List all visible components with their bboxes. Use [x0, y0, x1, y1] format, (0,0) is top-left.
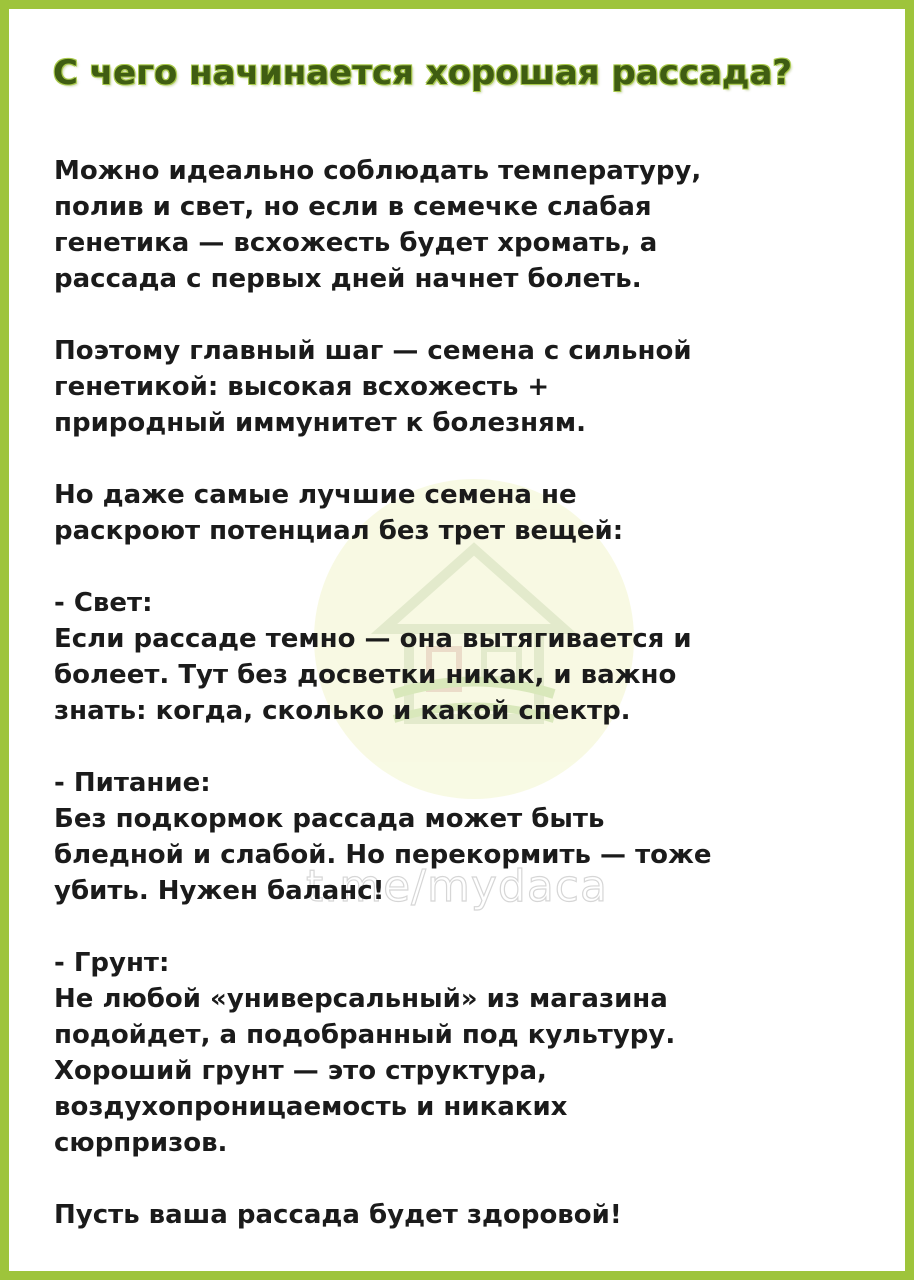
text-line: бледной и слабой. Но перекормить — тоже — [54, 840, 712, 870]
text-line: сюрпризов. — [54, 1128, 228, 1158]
text-line: природный иммунитет к болезням. — [54, 408, 586, 438]
document-card — [9, 9, 905, 1271]
text-line: генетикой: высокая всхожесть + — [54, 372, 550, 402]
page-title: С чего начинается хорошая рассада? — [53, 53, 793, 93]
paragraph — [54, 153, 864, 297]
text-line: генетика — всхожесть будет хромать, а — [54, 228, 658, 258]
text-line: Если рассаде темно — она вытягивается и — [54, 624, 692, 654]
text-line: Поэтому главный шаг — семена с сильной — [54, 336, 692, 366]
section-heading-nutrition: - Питание: — [54, 768, 211, 798]
text-line: знать: когда, сколько и какой спектр. — [54, 696, 631, 726]
text-line: воздухопроницаемость и никаких — [54, 1092, 568, 1122]
closing-line: Пусть ваша рассада будет здоровой! — [54, 1200, 622, 1230]
paragraph — [54, 333, 864, 441]
section-heading-soil: - Грунт: — [54, 948, 170, 978]
closing-paragraph — [54, 1197, 864, 1233]
text-line: рассада с первых дней начнет болеть. — [54, 264, 642, 294]
text-line: убить. Нужен баланс! — [54, 876, 385, 906]
document-body — [54, 153, 864, 1269]
text-line: Но даже самые лучшие семена не — [54, 480, 577, 510]
watermark-text: t.me/mydaca — [306, 861, 608, 912]
text-line: полив и свет, но если в семечке слабая — [54, 192, 652, 222]
section-heading-light: - Свет: — [54, 588, 153, 618]
paragraph-soil — [54, 945, 864, 1161]
text-line: раскроют потенциал без трет вещей: — [54, 516, 624, 546]
paragraph — [54, 477, 864, 549]
paragraph-light — [54, 585, 864, 729]
text-line: подойдет, а подобранный под культуру. — [54, 1020, 676, 1050]
text-line: Можно идеально соблюдать температуру, — [54, 156, 702, 186]
text-line: Не любой «универсальный» из магазина — [54, 984, 668, 1014]
text-line: Без подкормок рассада может быть — [54, 804, 605, 834]
text-line: Хороший грунт — это структура, — [54, 1056, 547, 1086]
text-line: болеет. Тут без досветки никак, и важно — [54, 660, 677, 690]
paragraph-nutrition — [54, 765, 864, 909]
